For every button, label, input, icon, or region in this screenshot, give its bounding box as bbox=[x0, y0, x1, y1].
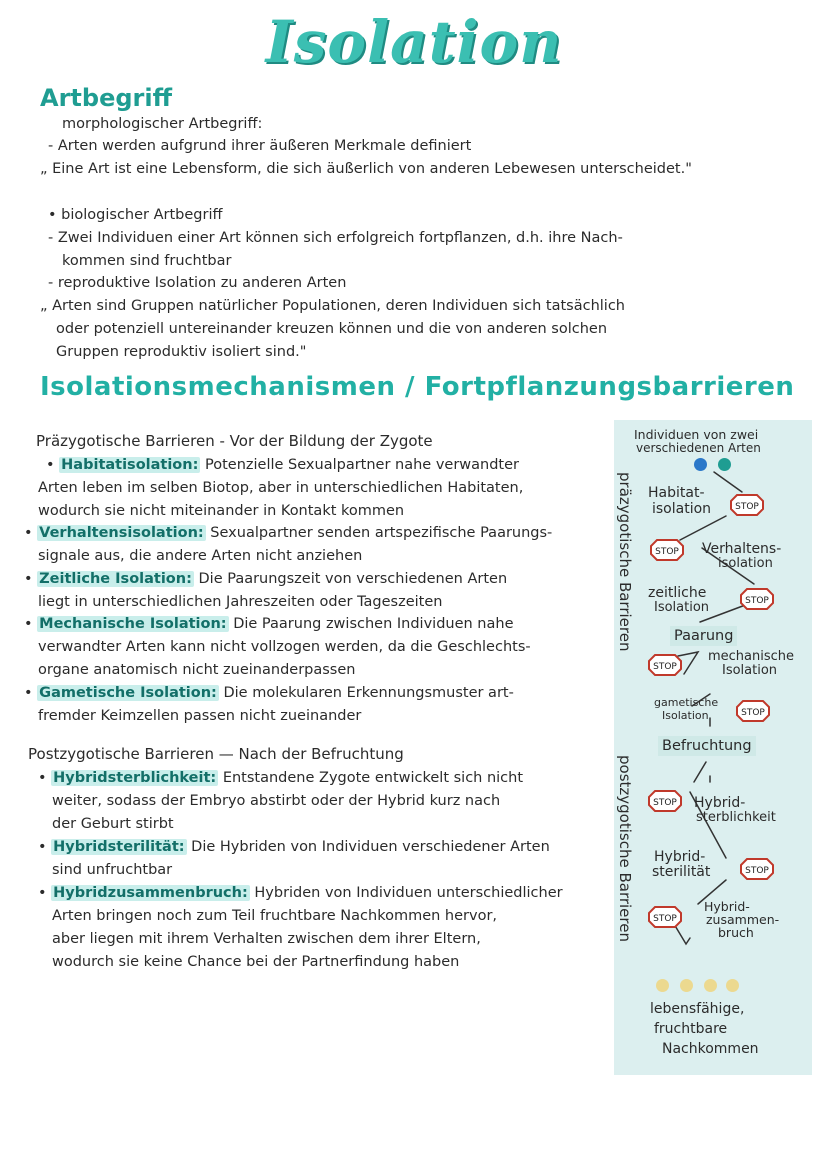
stop-sign-icon bbox=[648, 906, 682, 928]
bio-quote: oder potenziell untereinander kreuzen können und die von anderen solchen bbox=[56, 321, 608, 337]
gamet-item: • Gametische Isolation: Die molekularen Erkennungsmuster art- bbox=[24, 685, 514, 701]
stop-sign-icon bbox=[740, 858, 774, 880]
offspring-dot bbox=[726, 979, 739, 992]
species-dot-teal bbox=[718, 458, 731, 471]
diagram-top-label: Individuen von zwei bbox=[634, 427, 759, 442]
stop-text: STOP bbox=[741, 708, 765, 718]
artbegriff-heading: Artbegriff bbox=[40, 84, 173, 112]
habitat-node: Habitat- bbox=[648, 485, 705, 501]
hz-node: Hybrid- bbox=[704, 899, 750, 914]
hz-term: Hybridzusammenbruch: bbox=[53, 885, 248, 901]
stop-sign-icon bbox=[736, 700, 770, 722]
hz-node: bruch bbox=[718, 925, 754, 940]
zeit-node: zeitliche bbox=[648, 585, 707, 601]
zeit-item: • Zeitliche Isolation: Die Paarungszeit von verschiedenen Arten bbox=[24, 571, 508, 587]
morph-line: - Arten werden aufgrund ihrer äußeren Merkmale definiert bbox=[48, 138, 472, 154]
mechanisms-heading: Isolationsmechanismen / Fortpflanzungsbarrieren bbox=[40, 372, 795, 402]
stop-text: STOP bbox=[745, 866, 769, 876]
hz-text: wodurch sie keine Chance bei der Partnerfindung haben bbox=[52, 954, 460, 970]
end-node: Nachkommen bbox=[662, 1041, 759, 1057]
bio-line: - reproduktive Isolation zu anderen Arten bbox=[48, 275, 347, 291]
post-heading: Postzygotische Barrieren — Nach der Befruchtung bbox=[28, 745, 404, 763]
verhalten-node: Verhaltens- bbox=[702, 541, 782, 557]
stop-text: STOP bbox=[745, 596, 769, 606]
stop-sign-icon bbox=[648, 790, 682, 812]
mech-node: Isolation bbox=[722, 663, 778, 678]
gamet-node: gametische bbox=[654, 696, 719, 709]
morph-label: morphologischer Artbegriff: bbox=[62, 116, 263, 132]
stop-sign-icon bbox=[740, 588, 774, 610]
habitat-text: Arten leben im selben Biotop, aber in unterschiedlichen Habitaten, bbox=[38, 480, 524, 496]
bio-line: kommen sind fruchtbar bbox=[62, 253, 232, 269]
habitat-text: wodurch sie nicht miteinander in Kontakt kommen bbox=[38, 503, 405, 519]
verhalten-term: Verhaltensisolation: bbox=[39, 525, 204, 541]
prae-heading: Präzygotische Barrieren - Vor der Bildung der Zygote bbox=[36, 432, 433, 450]
verhalten-text: signale aus, die andere Arten nicht anziehen bbox=[38, 548, 363, 564]
diagram-top-label: verschiedenen Arten bbox=[636, 441, 761, 455]
verhalten-node: isolation bbox=[718, 556, 773, 571]
stop-sign-icon bbox=[650, 539, 684, 561]
hsr-node: sterilität bbox=[652, 864, 711, 880]
befruchtung-node: Befruchtung bbox=[658, 736, 756, 756]
mech-item: • Mechanische Isolation: Die Paarung zwischen Individuen nahe bbox=[24, 616, 514, 632]
hst-node: sterblichkeit bbox=[696, 810, 776, 825]
bio-line: - Zwei Individuen einer Art können sich erfolgreich fortpflanzen, d.h. ihre Nach- bbox=[48, 230, 623, 246]
habitat-term: Habitatisolation: bbox=[61, 457, 199, 473]
hst-text: der Geburt stirbt bbox=[52, 816, 174, 832]
zeit-node: Isolation bbox=[654, 600, 710, 615]
mech-term: Mechanische Isolation: bbox=[39, 616, 227, 632]
page-title: Isolation bbox=[265, 8, 563, 76]
hsr-item: • Hybridsterilität: Die Hybriden von Individuen verschiedener Arten bbox=[38, 839, 550, 855]
species-dot-blue bbox=[694, 458, 707, 471]
stop-text: STOP bbox=[735, 502, 759, 512]
hsr-text: sind unfruchtbar bbox=[52, 862, 173, 878]
stop-text: STOP bbox=[653, 662, 677, 672]
verhalten-item: • Verhaltensisolation: Sexualpartner senden artspezifische Paarungs- bbox=[24, 525, 553, 541]
end-node: fruchtbare bbox=[654, 1021, 728, 1037]
end-node: lebensfähige, bbox=[650, 1001, 745, 1017]
stop-sign-icon bbox=[648, 654, 682, 676]
hsr-node: Hybrid- bbox=[654, 849, 706, 865]
hsr-term: Hybridsterilität: bbox=[53, 839, 185, 855]
mech-text: verwandter Arten kann nicht vollzogen werden, da die Geschlechts- bbox=[38, 639, 531, 655]
hst-node: Hybrid- bbox=[694, 795, 746, 811]
offspring-dot bbox=[656, 979, 669, 992]
side-label-prae: präzygotische Barrieren bbox=[616, 472, 634, 652]
diagram-panel bbox=[614, 420, 812, 1075]
mech-node: mechanische bbox=[708, 649, 795, 664]
hz-item: • Hybridzusammenbruch: Hybriden von Individuen unterschiedlicher bbox=[38, 885, 563, 901]
morph-quote: „ Eine Art ist eine Lebensform, die sich äußerlich von anderen Lebewesen unterscheidet." bbox=[40, 161, 692, 177]
stop-text: STOP bbox=[653, 798, 677, 808]
hst-text: weiter, sodass der Embryo abstirbt oder der Hybrid kurz nach bbox=[52, 793, 501, 809]
hz-text: aber liegen mit ihrem Verhalten zwischen dem ihrer Eltern, bbox=[52, 931, 481, 947]
bio-quote: Gruppen reproduktiv isoliert sind." bbox=[56, 344, 307, 360]
hst-term: Hybridsterblichkeit: bbox=[53, 770, 217, 786]
zeit-text: liegt in unterschiedlichen Jahreszeiten oder Tageszeiten bbox=[38, 594, 443, 610]
stop-text: STOP bbox=[653, 914, 677, 924]
stop-sign-icon bbox=[730, 494, 764, 516]
habitat-item: • Habitatisolation: Potenzielle Sexualpartner nahe verwandter bbox=[46, 457, 519, 473]
habitat-node: isolation bbox=[652, 501, 712, 517]
hz-node: zusammen- bbox=[706, 912, 780, 927]
hz-text: Arten bringen noch zum Teil fruchtbare Nachkommen hervor, bbox=[52, 908, 498, 924]
offspring-dot bbox=[704, 979, 717, 992]
zeit-term: Zeitliche Isolation: bbox=[39, 571, 192, 587]
gamet-term: Gametische Isolation: bbox=[39, 685, 217, 701]
hst-item: • Hybridsterblichkeit: Entstandene Zygote entwickelt sich nicht bbox=[38, 770, 524, 786]
stop-text: STOP bbox=[655, 547, 679, 557]
offspring-dot bbox=[680, 979, 693, 992]
mech-text: organe anatomisch nicht zueinanderpassen bbox=[38, 662, 356, 678]
paarung-node: Paarung bbox=[670, 626, 737, 646]
gamet-text: fremder Keimzellen passen nicht zueinander bbox=[38, 708, 362, 724]
gamet-node: Isolation bbox=[662, 709, 709, 722]
bio-quote: „ Arten sind Gruppen natürlicher Populationen, deren Individuen sich tatsächlich bbox=[40, 298, 625, 314]
bio-label: • biologischer Artbegriff bbox=[48, 207, 223, 223]
side-label-post: postzygotische Barrieren bbox=[616, 755, 634, 942]
